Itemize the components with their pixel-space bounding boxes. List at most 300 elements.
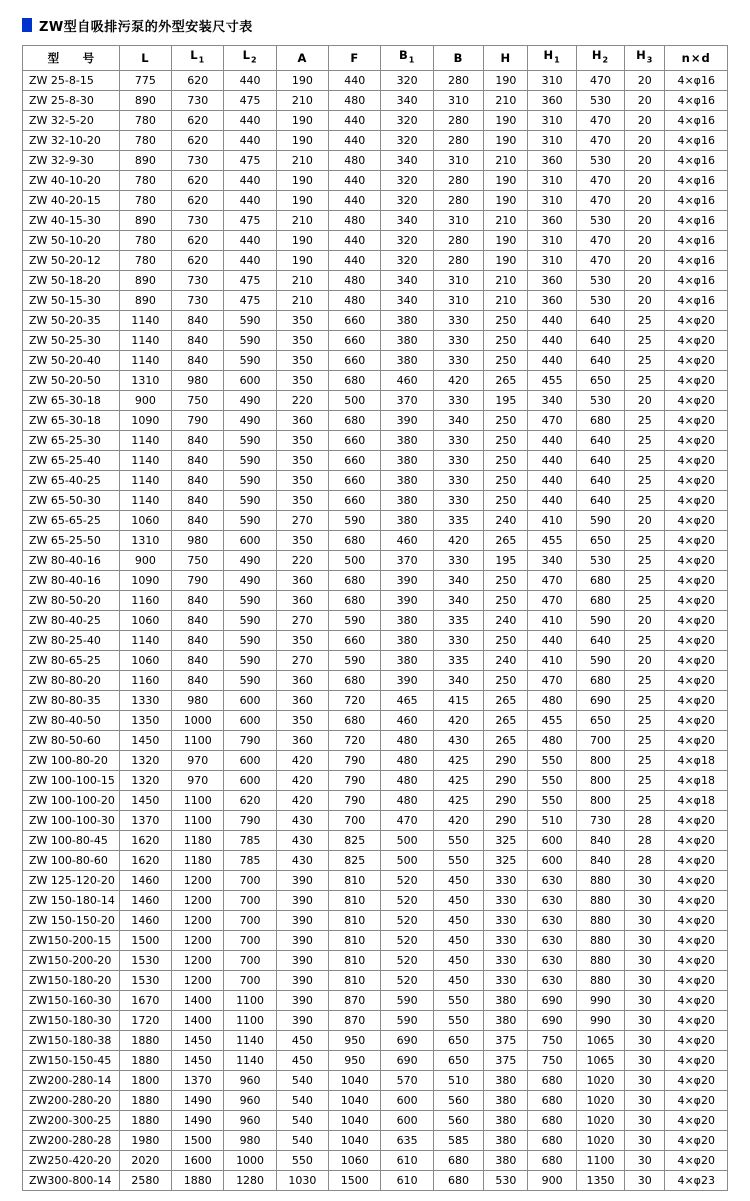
dimension-cell: 270 (276, 611, 328, 631)
dimension-cell: 620 (172, 191, 224, 211)
dimension-cell: 210 (484, 91, 528, 111)
dimension-cell: 290 (484, 751, 528, 771)
dimension-cell: 1370 (172, 1071, 224, 1091)
dimension-cell: 25 (625, 331, 665, 351)
table-row (23, 631, 728, 651)
dimension-cell: 4×φ16 (665, 111, 728, 131)
dimension-cell: 825 (329, 831, 381, 851)
table-row (23, 391, 728, 411)
dimension-cell: 4×φ20 (665, 1031, 728, 1051)
dimension-cell: 600 (224, 531, 276, 551)
dimension-cell: 330 (433, 311, 483, 331)
dimension-cell: 840 (172, 451, 224, 471)
dimension-cell: 520 (381, 871, 433, 891)
dimension-cell: 20 (625, 251, 665, 271)
dimension-cell: 20 (625, 151, 665, 171)
dimension-cell: 440 (224, 111, 276, 131)
dimension-cell: 30 (625, 1031, 665, 1051)
dimension-cell: 590 (224, 631, 276, 651)
dimension-cell: 440 (329, 231, 381, 251)
dimension-cell: 690 (528, 991, 576, 1011)
dimension-cell: 4×φ20 (665, 931, 728, 951)
dimension-cell: 785 (224, 851, 276, 871)
dimension-cell: 790 (224, 811, 276, 831)
dimension-cell: 25 (625, 751, 665, 771)
dimension-cell: 620 (172, 111, 224, 131)
dimension-cell: 190 (276, 251, 328, 271)
dimension-cell: 680 (433, 1171, 483, 1191)
dimension-cell: 380 (484, 1131, 528, 1151)
dimension-cell: 540 (276, 1091, 328, 1111)
dimension-cell: 480 (329, 291, 381, 311)
dimension-cell: 410 (528, 611, 576, 631)
dimension-cell: 1090 (119, 571, 171, 591)
dimension-cell: 1140 (119, 311, 171, 331)
table-row (23, 851, 728, 871)
dimension-cell: 660 (329, 471, 381, 491)
dimension-cell: 25 (625, 551, 665, 571)
dimension-cell: 350 (276, 491, 328, 511)
dimension-cell: 250 (484, 471, 528, 491)
dimension-cell: 4×φ20 (665, 671, 728, 691)
dimension-cell: 540 (276, 1111, 328, 1131)
dimension-cell: 790 (329, 791, 381, 811)
dimension-cell: 4×φ20 (665, 451, 728, 471)
dimension-cell: 350 (276, 451, 328, 471)
dimension-cell: 480 (329, 211, 381, 231)
dimension-cell: 440 (528, 451, 576, 471)
dimension-cell: 190 (484, 251, 528, 271)
table-row (23, 131, 728, 151)
dimension-cell: 4×φ20 (665, 531, 728, 551)
dimension-cell: 550 (528, 751, 576, 771)
dimension-cell: 550 (433, 991, 483, 1011)
dimension-cell: 320 (381, 231, 433, 251)
dimension-cell: 4×φ16 (665, 171, 728, 191)
dimension-cell: 380 (381, 331, 433, 351)
dimension-cell: 1620 (119, 851, 171, 871)
table-row (23, 611, 728, 631)
dimension-cell: 825 (329, 851, 381, 871)
dimension-cell: 28 (625, 831, 665, 851)
dimension-cell: 4×φ20 (665, 971, 728, 991)
dimension-cell: 455 (528, 531, 576, 551)
dimension-cell: 630 (528, 891, 576, 911)
dimension-cell: 1620 (119, 831, 171, 851)
dimension-cell: 20 (625, 111, 665, 131)
dimension-cell: 360 (276, 411, 328, 431)
model-cell: ZW150-160-30 (23, 991, 120, 1011)
dimension-cell: 320 (381, 171, 433, 191)
table-row (23, 951, 728, 971)
dimension-cell: 680 (433, 1151, 483, 1171)
dimension-cell: 1880 (119, 1091, 171, 1111)
dimension-cell: 840 (172, 311, 224, 331)
dimension-cell: 325 (484, 851, 528, 871)
dimension-cell: 1160 (119, 671, 171, 691)
dimension-cell: 30 (625, 971, 665, 991)
dimension-cell: 1450 (172, 1051, 224, 1071)
dimension-cell: 840 (172, 471, 224, 491)
model-cell: ZW 80-80-35 (23, 691, 120, 711)
dimension-cell: 440 (224, 131, 276, 151)
dimension-cell: 360 (528, 91, 576, 111)
dimension-cell: 780 (119, 191, 171, 211)
dimension-cell: 660 (329, 331, 381, 351)
title-marker-icon (22, 18, 32, 32)
dimension-cell: 330 (433, 631, 483, 651)
dimension-cell: 330 (433, 491, 483, 511)
dimension-cell: 635 (381, 1131, 433, 1151)
dimension-cell: 590 (224, 311, 276, 331)
dimension-cell: 240 (484, 651, 528, 671)
dimension-cell: 620 (172, 131, 224, 151)
model-cell: ZW 100-100-15 (23, 771, 120, 791)
dimension-cell: 30 (625, 1071, 665, 1091)
dimension-cell: 720 (329, 731, 381, 751)
dimension-cell: 440 (528, 311, 576, 331)
dimension-cell: 25 (625, 711, 665, 731)
dimension-cell: 210 (484, 211, 528, 231)
dimension-cell: 1100 (224, 1011, 276, 1031)
dimension-cell: 840 (172, 611, 224, 631)
dimension-cell: 1320 (119, 751, 171, 771)
dimension-cell: 900 (119, 391, 171, 411)
dimension-cell: 25 (625, 691, 665, 711)
dimension-cell: 210 (276, 91, 328, 111)
table-row (23, 1051, 728, 1071)
dimension-cell: 440 (329, 71, 381, 91)
dimension-cell: 1140 (119, 491, 171, 511)
table-body (23, 71, 728, 1191)
dimension-cell: 780 (119, 171, 171, 191)
dimension-cell: 380 (381, 491, 433, 511)
table-row (23, 431, 728, 451)
dimension-cell: 380 (484, 1091, 528, 1111)
dimension-cell: 680 (329, 371, 381, 391)
table-header (23, 46, 728, 71)
dimension-cell: 480 (528, 691, 576, 711)
dimension-cell: 4×φ20 (665, 651, 728, 671)
dimension-cell: 25 (625, 451, 665, 471)
dimension-cell: 840 (172, 511, 224, 531)
dimension-cell: 480 (528, 731, 576, 751)
dimension-cell: 530 (576, 391, 624, 411)
table-row (23, 711, 728, 731)
dimension-cell: 730 (172, 151, 224, 171)
dimension-cell: 4×φ20 (665, 1111, 728, 1131)
model-cell: ZW 65-40-25 (23, 471, 120, 491)
dimension-cell: 380 (484, 1111, 528, 1131)
dimension-cell: 1350 (576, 1171, 624, 1191)
dimension-cell: 775 (119, 71, 171, 91)
dimension-cell: 25 (625, 571, 665, 591)
dimension-cell: 2020 (119, 1151, 171, 1171)
dimension-cell: 680 (329, 411, 381, 431)
table-row (23, 71, 728, 91)
dimension-cell: 380 (381, 351, 433, 371)
dimension-cell: 4×φ20 (665, 631, 728, 651)
dimension-cell: 1330 (119, 691, 171, 711)
dimension-cell: 4×φ16 (665, 211, 728, 231)
dimension-cell: 330 (433, 471, 483, 491)
dimension-cell: 870 (329, 991, 381, 1011)
dimension-cell: 590 (576, 651, 624, 671)
dimension-cell: 430 (276, 851, 328, 871)
table-row (23, 531, 728, 551)
table-row (23, 771, 728, 791)
model-cell: ZW 40-20-15 (23, 191, 120, 211)
dimension-cell: 590 (224, 651, 276, 671)
dimension-cell: 280 (433, 191, 483, 211)
dimension-cell: 990 (576, 1011, 624, 1031)
model-cell: ZW150-180-30 (23, 1011, 120, 1031)
table-row (23, 751, 728, 771)
dimension-cell: 1880 (119, 1111, 171, 1131)
dimension-cell: 425 (433, 751, 483, 771)
dimension-cell: 380 (381, 471, 433, 491)
dimension-cell: 20 (625, 131, 665, 151)
dimension-cell: 340 (433, 571, 483, 591)
dimension-cell: 360 (276, 591, 328, 611)
model-cell: ZW 100-80-60 (23, 851, 120, 871)
table-row (23, 971, 728, 991)
dimension-cell: 20 (625, 71, 665, 91)
dimension-cell: 4×φ16 (665, 151, 728, 171)
dimension-cell: 1140 (224, 1051, 276, 1071)
dimension-cell: 370 (381, 551, 433, 571)
dimension-cell: 890 (119, 271, 171, 291)
dimension-cell: 370 (381, 391, 433, 411)
model-cell: ZW 50-10-20 (23, 231, 120, 251)
dimension-cell: 810 (329, 971, 381, 991)
dimension-cell: 660 (329, 311, 381, 331)
dimension-cell: 20 (625, 171, 665, 191)
dimension-cell: 190 (276, 231, 328, 251)
dimension-cell: 1140 (119, 431, 171, 451)
table-row (23, 571, 728, 591)
dimension-cell: 190 (484, 71, 528, 91)
dimension-cell: 25 (625, 471, 665, 491)
dimension-cell: 810 (329, 891, 381, 911)
dimension-cell: 640 (576, 451, 624, 471)
dimension-cell: 330 (484, 911, 528, 931)
dimension-cell: 640 (576, 351, 624, 371)
table-row (23, 211, 728, 231)
dimension-cell: 28 (625, 811, 665, 831)
dimension-cell: 20 (625, 391, 665, 411)
dimension-cell: 20 (625, 91, 665, 111)
dimension-cell: 190 (276, 191, 328, 211)
model-cell: ZW 50-20-40 (23, 351, 120, 371)
dimension-cell: 880 (576, 891, 624, 911)
table-row (23, 471, 728, 491)
dimension-cell: 470 (576, 131, 624, 151)
dimension-cell: 1100 (224, 991, 276, 1011)
dimension-cell: 350 (276, 471, 328, 491)
dimension-cell: 310 (528, 231, 576, 251)
dimension-cell: 950 (329, 1031, 381, 1051)
dimension-cell: 630 (528, 871, 576, 891)
dimension-cell: 1400 (172, 991, 224, 1011)
dimension-cell: 390 (276, 911, 328, 931)
dimension-cell: 425 (433, 771, 483, 791)
model-cell: ZW 80-40-50 (23, 711, 120, 731)
dimension-cell: 330 (484, 871, 528, 891)
dimension-cell: 590 (224, 611, 276, 631)
dimension-cell: 490 (224, 411, 276, 431)
dimension-cell: 520 (381, 911, 433, 931)
dimension-cell: 590 (576, 611, 624, 631)
dimension-cell: 630 (528, 971, 576, 991)
dimension-cell: 1450 (119, 731, 171, 751)
dimension-cell: 590 (329, 651, 381, 671)
dimension-cell: 250 (484, 431, 528, 451)
dimension-cell: 440 (329, 251, 381, 271)
table-header-cell: H (484, 46, 528, 71)
dimension-cell: 590 (224, 451, 276, 471)
model-cell: ZW 150-180-14 (23, 891, 120, 911)
dimension-cell: 1200 (172, 971, 224, 991)
dimension-cell: 1400 (172, 1011, 224, 1031)
dimension-cell: 785 (224, 831, 276, 851)
dimension-cell: 340 (381, 211, 433, 231)
dimension-cell: 440 (224, 71, 276, 91)
model-cell: ZW 100-100-20 (23, 791, 120, 811)
dimension-cell: 310 (433, 91, 483, 111)
dimension-cell: 550 (528, 771, 576, 791)
model-cell: ZW 25-8-30 (23, 91, 120, 111)
dimension-cell: 640 (576, 631, 624, 651)
dimensions-table (22, 45, 728, 1191)
table-row (23, 871, 728, 891)
dimension-cell: 30 (625, 911, 665, 931)
dimension-cell: 660 (329, 431, 381, 451)
dimension-cell: 1980 (119, 1131, 171, 1151)
dimension-cell: 600 (224, 751, 276, 771)
dimension-cell: 880 (576, 931, 624, 951)
dimension-cell: 320 (381, 131, 433, 151)
dimension-cell: 25 (625, 411, 665, 431)
dimension-cell: 600 (528, 851, 576, 871)
dimension-cell: 250 (484, 491, 528, 511)
dimension-cell: 900 (528, 1171, 576, 1191)
model-cell: ZW 80-50-20 (23, 591, 120, 611)
dimension-cell: 700 (576, 731, 624, 751)
dimension-cell: 440 (528, 331, 576, 351)
dimension-cell: 590 (329, 611, 381, 631)
dimension-cell: 250 (484, 671, 528, 691)
dimension-cell: 470 (381, 811, 433, 831)
dimension-cell: 700 (224, 971, 276, 991)
table-header-cell: $B_1$ (381, 46, 433, 71)
dimension-cell: 890 (119, 91, 171, 111)
model-cell: ZW 25-8-15 (23, 71, 120, 91)
dimension-cell: 990 (576, 991, 624, 1011)
dimension-cell: 640 (576, 491, 624, 511)
dimension-cell: 1040 (329, 1111, 381, 1131)
dimension-cell: 4×φ20 (665, 831, 728, 851)
dimension-cell: 790 (329, 771, 381, 791)
dimension-cell: 4×φ16 (665, 271, 728, 291)
dimension-cell: 620 (172, 71, 224, 91)
dimension-cell: 1460 (119, 871, 171, 891)
dimension-cell: 520 (381, 951, 433, 971)
dimension-cell: 330 (433, 551, 483, 571)
dimension-cell: 1350 (119, 711, 171, 731)
dimension-cell: 1140 (119, 331, 171, 351)
table-row (23, 171, 728, 191)
dimension-cell: 28 (625, 851, 665, 871)
dimension-cell: 1490 (172, 1091, 224, 1111)
dimension-cell: 420 (433, 371, 483, 391)
table-row (23, 831, 728, 851)
model-cell: ZW150-180-38 (23, 1031, 120, 1051)
dimension-cell: 840 (172, 671, 224, 691)
dimension-cell: 650 (433, 1051, 483, 1071)
table-row (23, 251, 728, 271)
dimension-cell: 4×φ20 (665, 411, 728, 431)
dimension-cell: 190 (484, 191, 528, 211)
dimension-cell: 4×φ20 (665, 691, 728, 711)
dimension-cell: 250 (484, 631, 528, 651)
dimension-cell: 1600 (172, 1151, 224, 1171)
dimension-cell: 1060 (119, 611, 171, 631)
dimension-cell: 470 (528, 591, 576, 611)
dimension-cell: 1880 (119, 1031, 171, 1051)
dimension-cell: 1500 (119, 931, 171, 951)
dimension-cell: 980 (172, 531, 224, 551)
dimension-cell: 480 (329, 91, 381, 111)
dimension-cell: 1040 (329, 1131, 381, 1151)
dimension-cell: 980 (224, 1131, 276, 1151)
dimension-cell: 30 (625, 931, 665, 951)
dimension-cell: 550 (433, 851, 483, 871)
dimension-cell: 250 (484, 591, 528, 611)
dimension-cell: 840 (172, 351, 224, 371)
dimension-cell: 280 (433, 251, 483, 271)
model-cell: ZW 32-5-20 (23, 111, 120, 131)
dimension-cell: 1060 (119, 511, 171, 531)
dimension-cell: 1460 (119, 891, 171, 911)
dimension-cell: 420 (276, 791, 328, 811)
dimension-cell: 1180 (172, 851, 224, 871)
dimension-cell: 4×φ18 (665, 791, 728, 811)
model-cell: ZW150-200-15 (23, 931, 120, 951)
dimension-cell: 470 (576, 191, 624, 211)
dimension-cell: 30 (625, 1151, 665, 1171)
dimension-cell: 730 (172, 291, 224, 311)
dimension-cell: 380 (381, 631, 433, 651)
dimension-cell: 680 (528, 1131, 576, 1151)
dimension-cell: 25 (625, 791, 665, 811)
dimension-cell: 1000 (172, 711, 224, 731)
dimension-cell: 1880 (119, 1051, 171, 1071)
dimension-cell: 25 (625, 771, 665, 791)
dimension-cell: 520 (381, 891, 433, 911)
dimension-cell: 1140 (224, 1031, 276, 1051)
dimension-cell: 380 (381, 431, 433, 451)
dimension-cell: 190 (276, 71, 328, 91)
dimension-cell: 630 (528, 911, 576, 931)
dimension-cell: 600 (224, 371, 276, 391)
dimension-cell: 490 (224, 571, 276, 591)
dimension-cell: 530 (576, 151, 624, 171)
dimension-cell: 4×φ20 (665, 471, 728, 491)
table-row (23, 1011, 728, 1031)
dimension-cell: 310 (433, 271, 483, 291)
dimension-cell: 360 (276, 571, 328, 591)
